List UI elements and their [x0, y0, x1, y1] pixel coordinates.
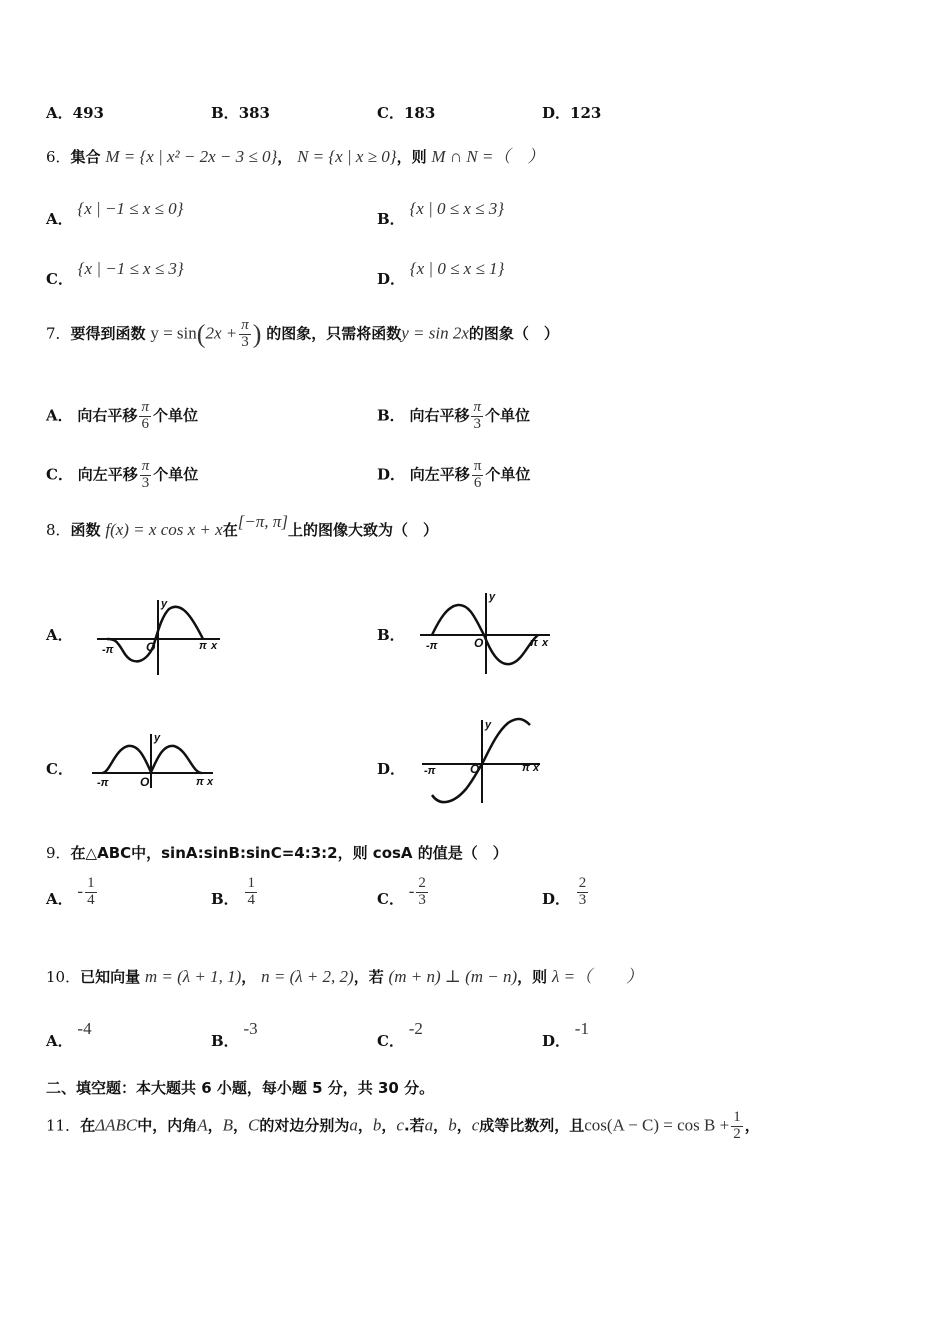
q5-option-d — [542, 102, 601, 123]
option-text: 383 — [238, 104, 270, 122]
pi-label: π — [199, 640, 207, 652]
option-label: A． — [46, 104, 73, 122]
comma: ， — [433, 1116, 449, 1135]
q6-then: ，则 — [396, 148, 427, 166]
x-label: x — [533, 762, 540, 774]
frac-num: π — [141, 458, 150, 474]
q8-func: f(x) = x cos x + x — [105, 520, 223, 539]
q5-option-a — [46, 102, 104, 123]
q10-option-d — [542, 1018, 589, 1050]
option-text: 123 — [570, 104, 602, 122]
option-post: 个单位 — [152, 406, 198, 425]
side-c: c — [396, 1115, 404, 1135]
frac-num: 2 — [418, 875, 426, 891]
q10-mid: ，若 — [353, 968, 384, 986]
frac-num: 1 — [247, 875, 255, 891]
q8-stem — [46, 512, 438, 540]
q9-option-a — [46, 876, 99, 909]
set-m: M = {x | x² − 2x − 3 ≤ 0} — [105, 147, 278, 166]
q6-sep: ， — [277, 148, 293, 166]
option-text: {x | 0 ≤ x ≤ 1} — [409, 259, 505, 278]
option-label: B． — [211, 1032, 239, 1050]
func1-left: y = sin — [150, 323, 197, 343]
frac-num: π — [241, 317, 249, 333]
frac-num: 1 — [87, 875, 95, 891]
option-post: 个单位 — [153, 465, 199, 484]
q8-interval: [−π, π] — [237, 512, 288, 531]
option-pre: 向右平移 — [77, 406, 138, 425]
frac-den: 3 — [141, 474, 150, 491]
option-text: {x | 0 ≤ x ≤ 3} — [409, 199, 504, 218]
option-label: C． — [377, 890, 404, 909]
q8-post: 上的图像大致为（ ） — [287, 521, 438, 539]
option-text: -4 — [77, 1019, 92, 1038]
side-a: a — [424, 1115, 434, 1135]
q9-text: 在△ABC中，sinA:sinB:sinC=4:3:2，则 cosA 的值是（ ） — [70, 844, 508, 862]
comma: ， — [207, 1116, 223, 1135]
q8-mid: 在 — [222, 521, 238, 539]
q9-option-d — [542, 876, 590, 909]
q6-option-b — [377, 198, 504, 228]
question-number: 7． — [46, 324, 71, 343]
q11-equation: cos(A − C) = cos B + — [584, 1115, 730, 1135]
x-label: x — [207, 776, 214, 788]
q8-graph-a — [95, 595, 225, 680]
q9-option-c — [377, 876, 430, 909]
option-label: C． — [46, 270, 73, 288]
frac-den: 3 — [241, 333, 249, 350]
frac-den: 2 — [733, 1125, 741, 1142]
frac-den: 6 — [141, 415, 149, 432]
q6-pre: 集合 — [70, 148, 101, 166]
q7-option-a — [46, 400, 198, 433]
q10-option-c — [377, 1018, 423, 1050]
q9-option-b — [211, 876, 259, 909]
q7-mid: 的图象，只需将函数 — [266, 324, 402, 343]
origin-label: O — [146, 640, 156, 654]
triangle: ΔABC — [95, 1115, 138, 1135]
option-label: C． — [46, 465, 73, 484]
frac-num: π — [473, 458, 482, 474]
q8-option-d-label: D． — [377, 760, 406, 778]
option-post: 个单位 — [485, 465, 531, 484]
frac-den: 3 — [473, 415, 481, 432]
option-label: B． — [377, 210, 405, 228]
frac-num: π — [473, 399, 481, 415]
x-label: x — [211, 640, 218, 652]
option-label: C． — [377, 1032, 404, 1050]
q10-pre: 已知向量 — [80, 968, 141, 986]
q8-pre: 函数 — [70, 521, 101, 539]
y-label: y — [485, 719, 492, 731]
frac-den: 3 — [418, 891, 426, 908]
q10-option-a — [46, 1018, 92, 1050]
comma: ， — [456, 1116, 472, 1135]
q7-pre: 要得到函数 — [70, 324, 146, 343]
origin-label: O — [140, 775, 150, 789]
vector-n: n = (λ + 2, 2) — [261, 967, 354, 986]
q9-stem — [46, 842, 508, 863]
q6-expr: M ∩ N =（ ） — [431, 147, 545, 166]
option-label: B． — [211, 104, 239, 122]
q8-option-b-label: B． — [377, 626, 405, 644]
side-a: a — [349, 1115, 358, 1135]
q11-t3: .若 — [403, 1116, 425, 1135]
option-label: D． — [377, 465, 406, 484]
option-label: D． — [542, 104, 571, 122]
q6-option-d — [377, 258, 505, 288]
q10-stem — [46, 962, 643, 987]
comma: ， — [357, 1116, 373, 1135]
frac-den: 4 — [87, 891, 95, 908]
q11-end: ， — [744, 1116, 760, 1135]
question-number: 11． — [46, 1116, 81, 1135]
option-label: D． — [542, 1032, 571, 1050]
neg-pi-label: -π — [426, 640, 438, 652]
q11-t2: 的对边分别为 — [259, 1116, 350, 1135]
y-label: y — [161, 598, 168, 610]
option-label: A． — [46, 1032, 73, 1050]
q5-option-c — [377, 102, 435, 123]
q6-option-c — [46, 258, 184, 288]
y-label: y — [489, 591, 496, 603]
set-n: N = {x | x ≥ 0} — [297, 147, 397, 166]
q7-post: 的图象（ ） — [468, 324, 559, 343]
q6-option-a — [46, 198, 184, 228]
neg-pi-label: -π — [97, 777, 109, 789]
angle-b: B — [222, 1115, 234, 1135]
q10-then: ，则 — [517, 968, 548, 986]
q8-graph-b — [418, 588, 558, 678]
frac-den: 4 — [247, 891, 255, 908]
option-text: -1 — [574, 1019, 589, 1038]
q7-stem: 7．要得到函数 y = sin(2x + $\frac{\pi}{3}$ ) 的图象，只需将函数y = sin 2x的图象（ ） — [46, 317, 559, 350]
origin-label: O — [474, 636, 484, 650]
frac-num: 2 — [578, 875, 587, 891]
neg-pi-label: -π — [102, 644, 114, 656]
pi-label: π — [530, 637, 538, 649]
option-label: A． — [46, 406, 73, 425]
frac-den: 6 — [473, 474, 482, 491]
option-post: 个单位 — [485, 406, 531, 425]
pi-label: π — [522, 762, 530, 774]
question-number: 9． — [46, 844, 71, 862]
option-label: B． — [377, 406, 405, 425]
question-number: 10． — [46, 968, 81, 986]
q11-t1: 中，内角 — [137, 1116, 198, 1135]
option-text: 493 — [72, 104, 104, 122]
func2: y = sin 2x — [401, 323, 469, 343]
frac-num: 1 — [733, 1109, 741, 1125]
option-text: {x | −1 ≤ x ≤ 3} — [77, 259, 184, 278]
y-label: y — [154, 732, 161, 744]
option-sign: - — [408, 881, 415, 901]
angle-c: C — [248, 1115, 260, 1135]
q11-t4: 成等比数列，且 — [479, 1116, 585, 1135]
q10-ask: λ =（ ） — [551, 967, 644, 986]
frac-den: 3 — [578, 891, 587, 908]
option-pre: 向右平移 — [409, 406, 470, 425]
q10-cond: (m + n) ⊥ (m − n) — [388, 967, 518, 986]
q8-option-c-label: C． — [46, 760, 73, 778]
vector-m: m = (λ + 1, 1) — [144, 967, 242, 986]
option-label: D． — [377, 270, 406, 288]
option-label: D． — [542, 890, 571, 909]
question-number: 6． — [46, 148, 71, 166]
option-sign: - — [77, 881, 84, 901]
option-label: C． — [377, 104, 404, 122]
q7-option-c — [46, 459, 198, 492]
option-text: 183 — [403, 104, 436, 122]
q8-graph-c — [90, 732, 220, 790]
angle-a: A — [197, 1115, 208, 1135]
q10-sep: ， — [241, 968, 257, 986]
q8-option-a-label: A． — [46, 626, 73, 644]
q7-option-b — [377, 400, 530, 433]
q8-graph-d — [420, 715, 550, 810]
option-label: A． — [46, 210, 73, 228]
q10-option-b — [211, 1018, 258, 1050]
neg-pi-label: -π — [424, 765, 436, 777]
side-b: b — [372, 1115, 382, 1135]
q11-stem — [46, 1110, 760, 1143]
origin-label: O — [470, 762, 480, 776]
section-heading: 二、填空题：本大题共 6 小题，每小题 5 分，共 30 分。 — [46, 1079, 435, 1097]
q6-stem — [46, 142, 544, 167]
option-text: -2 — [408, 1019, 423, 1038]
pi-label: π — [196, 776, 204, 788]
question-number: 8． — [46, 521, 71, 539]
option-text: -3 — [243, 1019, 258, 1038]
q5-option-b — [211, 102, 270, 123]
q11-pre: 在 — [80, 1116, 96, 1135]
comma: ， — [381, 1116, 397, 1135]
side-b: b — [448, 1115, 457, 1135]
comma: ， — [233, 1116, 249, 1135]
option-label: B． — [211, 890, 239, 909]
option-label: A． — [46, 890, 73, 909]
option-text: {x | −1 ≤ x ≤ 0} — [77, 199, 184, 218]
frac-num: π — [141, 399, 149, 415]
option-pre: 向左平移 — [409, 465, 470, 484]
x-label: x — [542, 637, 549, 649]
option-pre: 向左平移 — [77, 465, 138, 484]
func1-inner: 2x + — [205, 323, 238, 343]
q7-option-d — [377, 459, 530, 492]
side-c: c — [471, 1115, 480, 1135]
